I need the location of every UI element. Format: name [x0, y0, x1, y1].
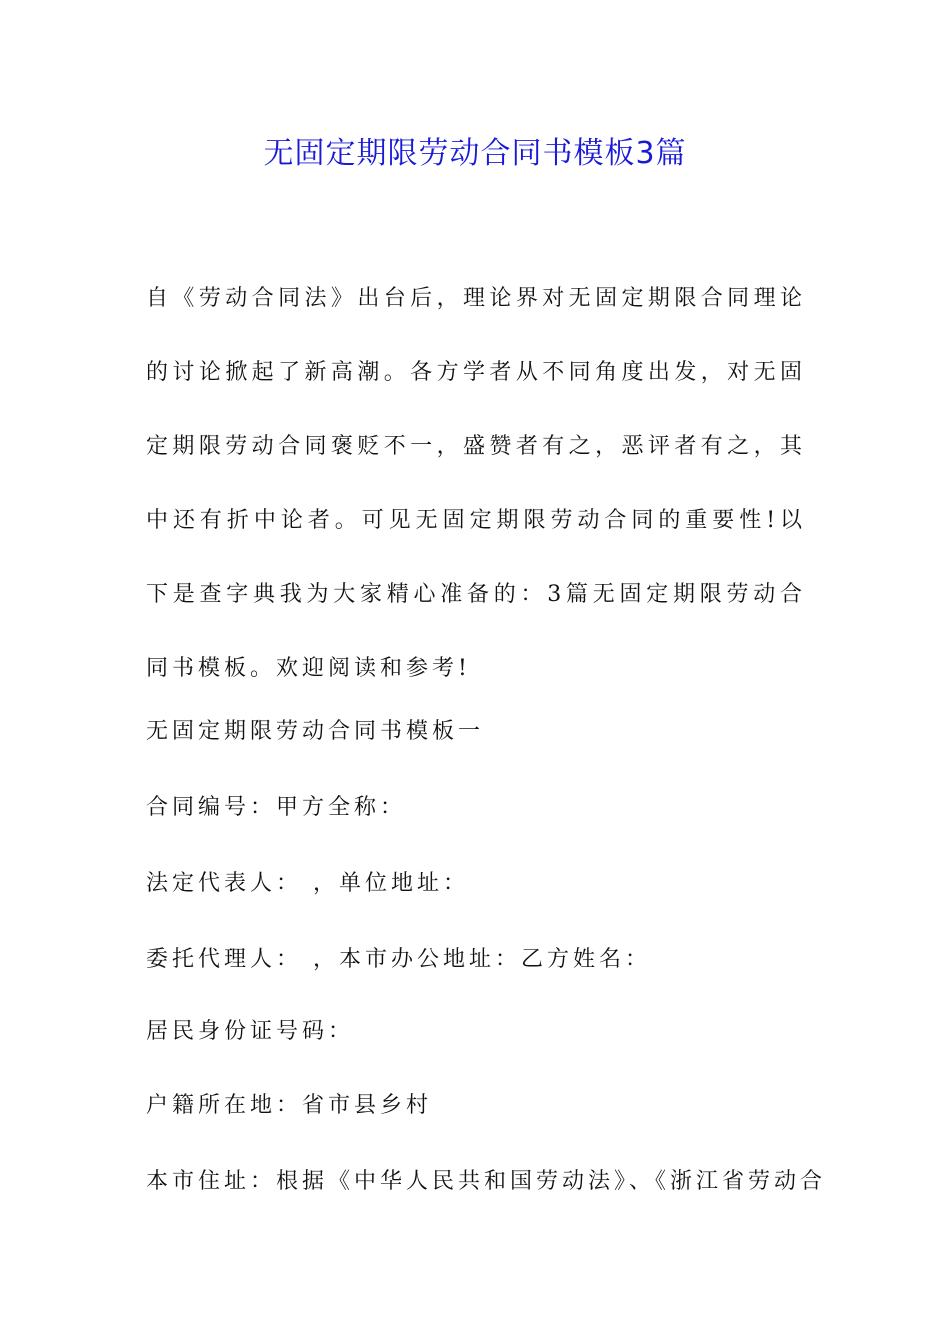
- agent-line: 委托代理人： ，本市办公地址：乙方姓名：: [146, 947, 651, 972]
- local-address-line: 本市住址：根据《中华人民共和国劳动法》、《浙江省劳动合: [146, 1169, 827, 1194]
- document-title: 无固定期限劳动合同书模板3篇: [263, 136, 687, 171]
- legal-representative-line: 法定代表人： ，单位地址：: [146, 871, 469, 896]
- intro-paragraph: 自《劳动合同法》出台后，理论界对无固定期限合同理论的讨论掀起了新高潮。各方学者从不同角度出发，对无固定期限劳动合同褒贬不一，盛赞者有之，恶评者有之，其中还有折中论者。可见无固定期限劳动合同的重要性!以下是查字典我为大家精心准备的：3篇无固定期限劳动合同书模板。欢迎阅读和参考!: [146, 286, 806, 681]
- id-number-line: 居民身份证号码：: [146, 1019, 355, 1044]
- contract-number-line: 合同编号：甲方全称：: [146, 795, 407, 820]
- household-registration-line: 户籍所在地：省市县乡村: [146, 1093, 433, 1118]
- section-heading: 无固定期限劳动合同书模板一: [146, 719, 485, 744]
